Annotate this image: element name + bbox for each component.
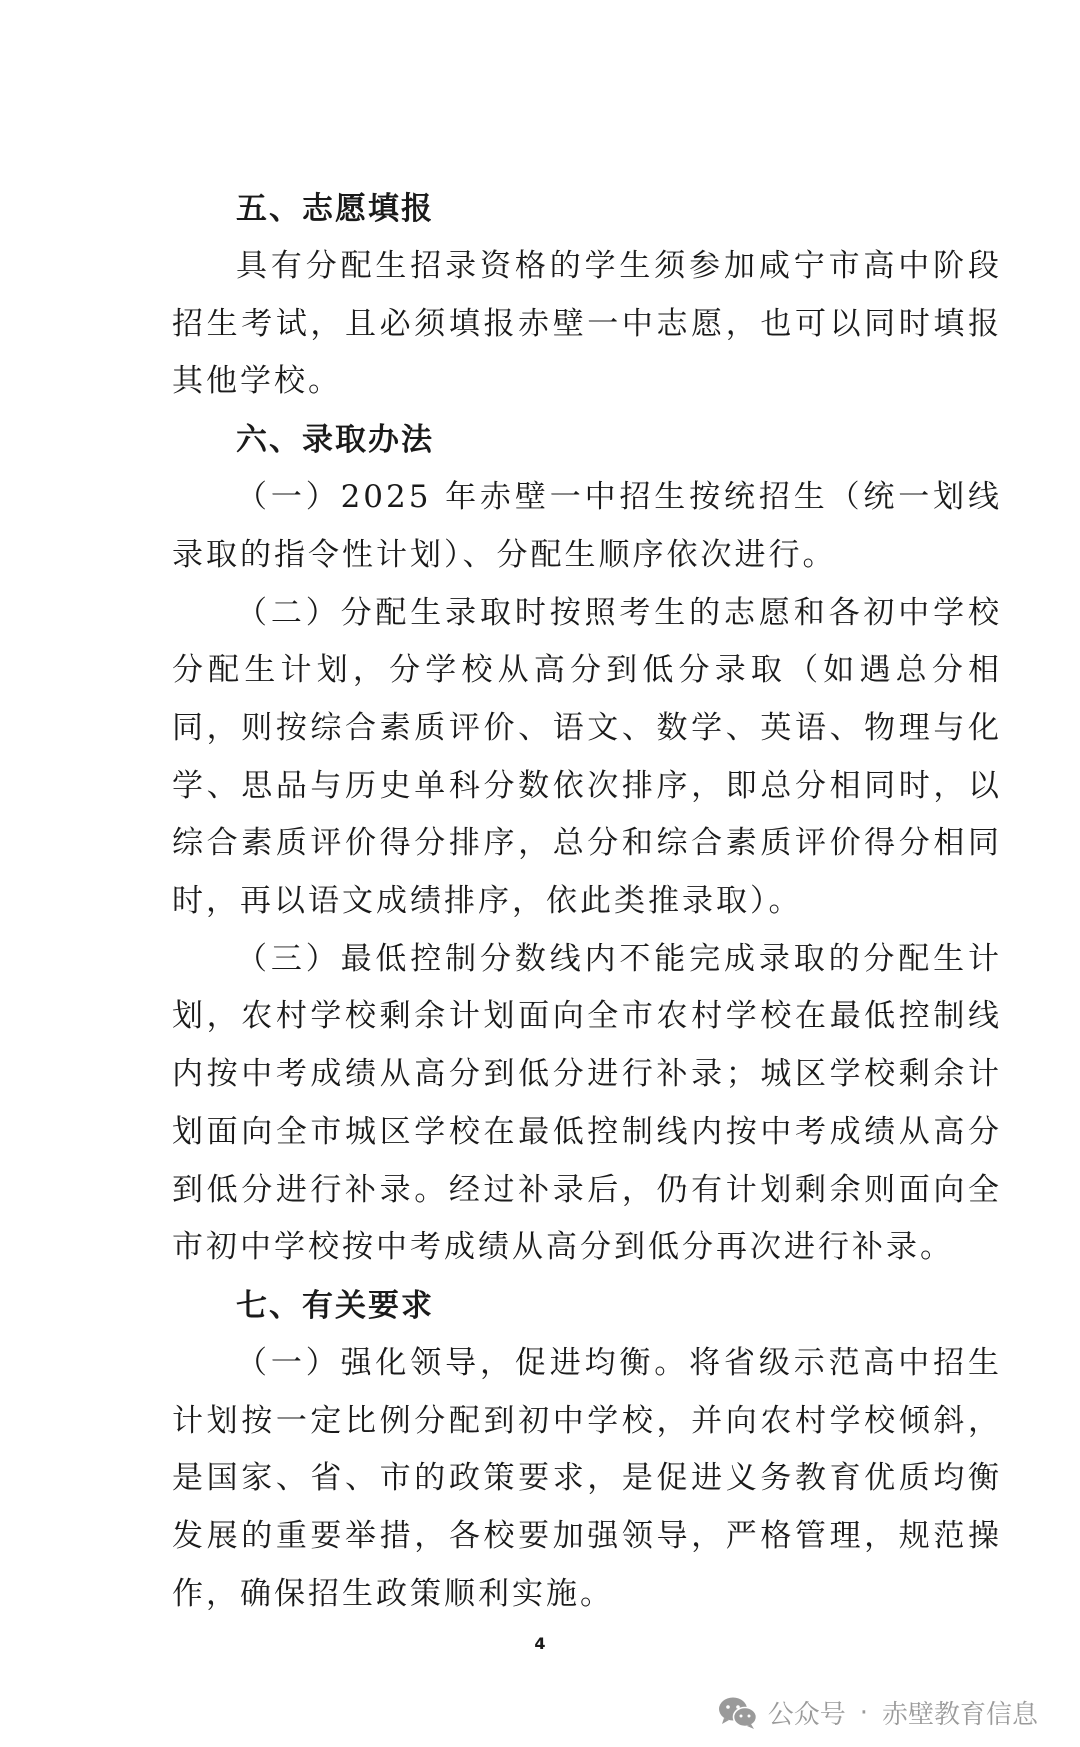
document-body — [172, 180, 1002, 1623]
page-number: 4 — [534, 1634, 546, 1653]
wechat-icon — [718, 1696, 758, 1730]
paragraph: （一）强化领导，促进均衡。将省级示范高中招生计划按一定比例分配到初中学校，并向农村学校倾斜，是国家、省、市的政策要求，是促进义务教育优质均衡发展的重要举措，各校要加强领导，严格管理，规范操作，确保招生政策顺利实施。 — [172, 1344, 1002, 1612]
paragraph: 具有分配生招录资格的学生须参加咸宁市高中阶段招生考试，且必须填报赤壁一中志愿，也可以同时填报其他学校。 — [172, 248, 1002, 400]
section-requirements — [172, 1277, 1002, 1624]
section-heading: 五、志愿填报 — [236, 191, 434, 227]
watermark-separator: · — [859, 1697, 868, 1728]
section-heading: 七、有关要求 — [236, 1287, 434, 1324]
watermark-account-name: 赤壁教育信息 — [881, 1700, 1038, 1730]
paragraph: （一）2025 年赤壁一中招生按统招生（统一划线录取的指令性计划）、分配生顺序依次进行。 — [172, 479, 1002, 573]
section-admission-method — [172, 411, 1002, 1277]
paragraph: （三）最低控制分数线内不能完成录取的分配生计划，农村学校剩余计划面向全市农村学校在最低控制线内按中考成绩从高分到低分进行补录；城区学校剩余计划面向全市城区学校在最低控制线内按中考成绩从高分到低分进行补录。经过补录后，仍有计划剩余则面向全市初中学校按中考成绩从高分到低分再次进行补录。 — [172, 940, 1002, 1266]
section-heading: 六、录取办法 — [236, 422, 434, 459]
paragraph: （二）分配生录取时按照考生的志愿和各初中学校分配生计划，分学校从高分到低分录取（如遇总分相同，则按综合素质评价、语文、数学、英语、物理与化学、思品与历史单科分数依次排序，即总分相同时，以综合素质评价得分排序，总分和综合素质评价得分相同时，再以语文成绩排序，依此类推录取）。 — [172, 594, 1002, 920]
watermark-prefix: 公众号 — [767, 1700, 846, 1730]
section-volunteer-application — [172, 180, 1002, 411]
account-watermark — [718, 1694, 1038, 1731]
